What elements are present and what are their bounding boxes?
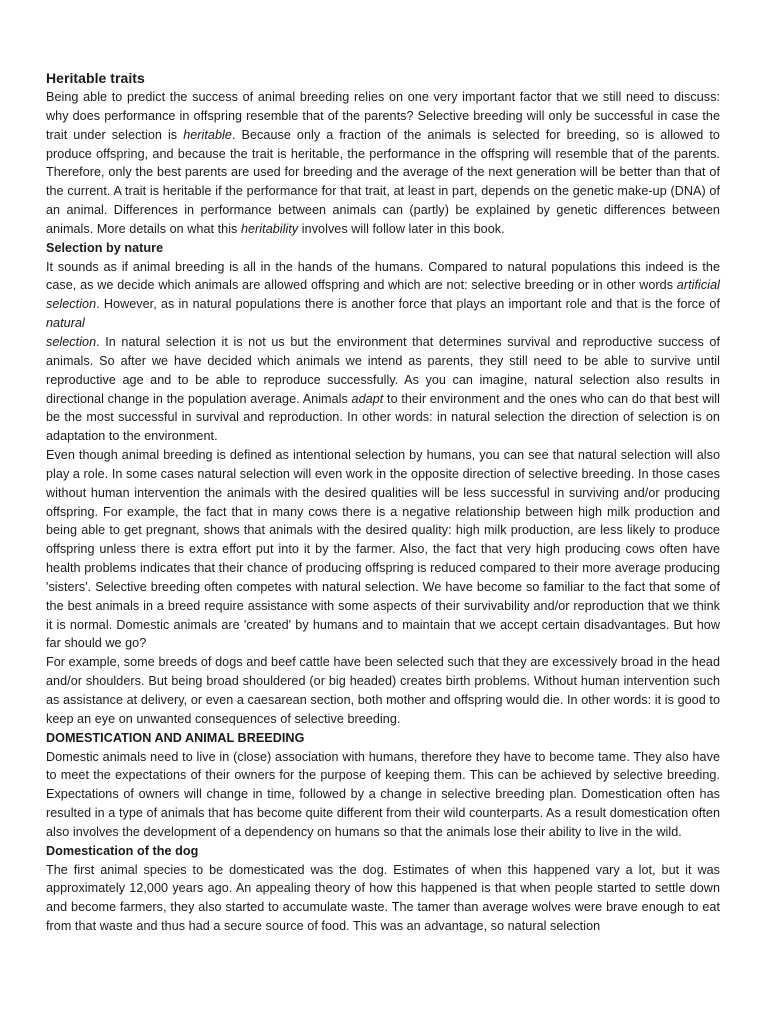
paragraph-broad-shoulders: For example, some breeds of dogs and beef cattle have been selected such that they are excessively broad in the head and/or shoulders. But being broad shouldered (or big headed) creates birth problems. Without human intervention such as assistance at delivery, or even a caesarean section, both mother and offspring would die. In other words: it is good to keep an eye on unwanted consequences of selective breeding.: [46, 655, 720, 726]
document-page: [46, 68, 720, 936]
heading-domestication: DOMESTICATION AND ANIMAL BREEDING: [46, 730, 305, 745]
heading-selection-by-nature: Selection by nature: [46, 240, 164, 255]
paragraph-domestication: Domestic animals need to live in (close) association with humans, therefore they have to become tame. They also have to meet the expectations of their owners for the purpose of keeping them. This can be achieved by selective breeding. Expectations of owners will change in time, followed by a change in selective breeding plan. Domestication often has resulted in a type of animals that has become quite different from their wild counterparts. As a result domestication often also involves the development of a dependency on humans so that the animals lose their ability to live in the wild.: [46, 749, 720, 839]
paragraph-heritable: Being able to predict the success of animal breeding relies on one very important factor that we still need to discuss: why does performance in offspring resemble that of the parents? Selective breeding will only be successful in case the trait under selection is heritable. Because only a fraction of the animals is selected for breeding, so is allowed to produce offspring, and because the trait is heritable, the performance in the offspring will resemble that of the parents. Therefore, only the best parents are used for breeding and the average of the next generation will be better than that of the current. A trait is heritable if the performance for that trait, at least in part, depends on the genetic make-up (DNA) of an animal. Differences in performance between animals can (partly) be explained by genetic differences between animals. More details on what this heritability involves will follow later in this book.: [46, 90, 720, 236]
paragraph-natural-selection: It sounds as if animal breeding is all in the hands of the humans. Compared to natural populations this indeed is the case, as we decide which animals are allowed offspring and which are not: selective breeding or in other words artificial selection. However, as in natural populations there is another force that plays an important role and that is the force of natural selection. In natural selection it is not us but the environment that determines survival and reproductive success of animals. So after we have decided which animals we intend as parents, they still need to be able to survive until reproductive age and to be able to reproduce successfully. As you can imagine, natural selection also results in directional change in the population average. Animals adapt to their environment and the ones who can do that best will be the most successful in survival and reproduction. In other words: in natural selection the direction of selection is on adaptation to the environment.: [46, 259, 721, 444]
section-title: Heritable traits: [46, 70, 145, 86]
paragraph-dog: The first animal species to be domesticated was the dog. Estimates of when this happened vary a lot, but it was approximately 12,000 years ago. An appealing theory of how this happened is that when people started to settle down and become farmers, they also started to accumulate waste. The tamer than average wolves were brave enough to eat from that waste and thus had a secure source of food. This was an advantage, so natural selection: [46, 862, 720, 934]
paragraph-competing-selection: Even though animal breeding is defined as intentional selection by humans, you can see that natural selection will also play a role. In some cases natural selection will even work in the opposite direction of selective breeding. In those cases without human intervention the animals with the desired qualities will be less successful in surviving and/or producing offspring. For example, the fact that in many cows there is a negative relationship between high milk production and being able to get pregnant, shows that animals with the desired quality: high milk production, are less likely to produce offspring unless there is extra effort put into it by the farmer. Also, the fact that very high producing cows often have health problems indicates that their chance of producing offspring is reduced compared to their more average producing 'sisters'. Selective breeding often competes with natural selection. We have become so familiar to the fact that some of the best animals in a breed require assistance with some aspects of their survivability and/or reproduction that we think it is normal. Domestic animals are 'created' by humans and to maintain that we accept certain disadvantages. But how far should we go?: [46, 448, 720, 651]
heading-domestication-dog: Domestication of the dog: [46, 843, 199, 858]
